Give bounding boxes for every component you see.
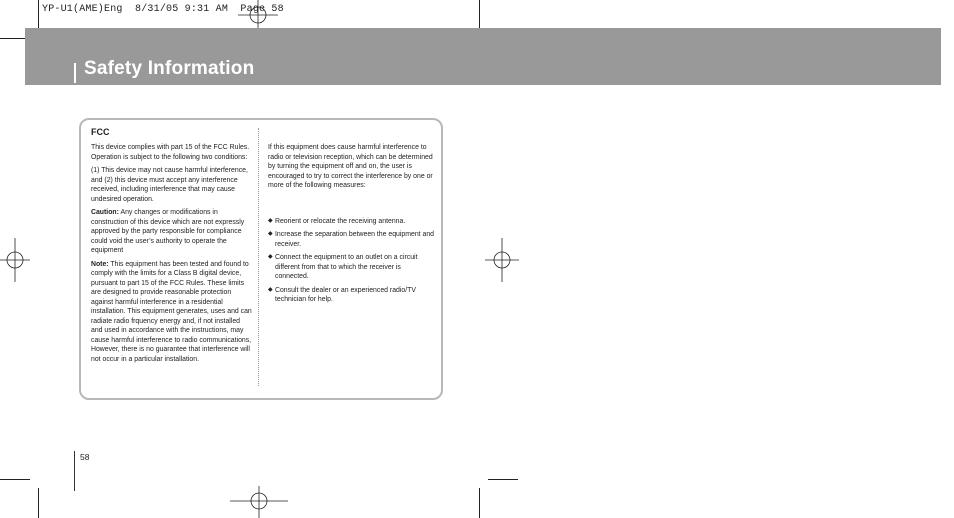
list-item [268, 230, 435, 249]
note-paragraph [91, 260, 253, 365]
measures-list [268, 217, 435, 305]
print-slug: YP-U1(AME)Eng 8/31/05 9:31 AM Page 58 [42, 4, 284, 15]
fcc-conditions: (1) This device may not cause harmful interference, and (2) this device must accept any interference received, including interference that may cause undesired operation. [91, 167, 248, 203]
crop-mark [38, 488, 39, 518]
note-text: This equipment has been tested and found to comply with the limits for a Class B digital device, pursuant to part 15 of the FCC Rules. These limits are designed to provide reasonable protection against harmful interference in a residential installation. This equipment generates, uses and can radiate radio frquency energy and, if not installed and used in accordance with the instructions, may cause harmful interference to radio communications, However, there is no guarantee that interference will not occur in a particular installation. [91, 260, 252, 363]
column-divider [258, 128, 259, 386]
diamond-bullet-icon: ◆ [268, 286, 273, 293]
header-accent-rule [74, 63, 76, 83]
crop-mark [479, 0, 480, 30]
interference-intro: If this equipment does cause harmful interference to radio or television reception, which can be determined by turning the equipment off and on, the user is encouraged to try to correct the interference by one or more of the following measures: [268, 144, 433, 189]
diamond-bullet-icon: ◆ [268, 231, 273, 237]
page-title: Safety Information [84, 58, 255, 79]
registration-mark-middle [485, 238, 519, 282]
registration-mark-top [238, 0, 278, 30]
caution-text: Any changes or modifications in construction of this device which are not expressly approved by the party responsible for compliance could void the user’s authority to operate the equipment [91, 209, 245, 254]
list-item [268, 217, 435, 227]
fcc-left-column [91, 127, 253, 368]
caution-paragraph [91, 208, 253, 256]
note-label: Note: [91, 260, 109, 268]
page-number-rule [74, 451, 75, 491]
crop-mark [479, 488, 480, 518]
list-item-text: Connect the equipment to an outlet on a circuit different from that to which the receiver is connected. [275, 254, 418, 280]
registration-mark-left [0, 238, 30, 282]
list-item-text: Consult the dealer or an experienced radio/TV technician for help. [275, 286, 416, 303]
list-item-text: Increase the separation between the equipment and receiver. [275, 231, 434, 248]
registration-mark-bottom [230, 486, 288, 518]
crop-mark [0, 479, 30, 480]
list-item [268, 286, 435, 305]
fcc-right-column [268, 143, 435, 309]
diamond-bullet-icon: ◆ [268, 217, 273, 224]
caution-label: Caution: [91, 209, 119, 216]
fcc-heading: FCC [91, 127, 110, 137]
list-item-text: Reorient or relocate the receiving antenna. [275, 217, 406, 225]
list-item [268, 253, 435, 282]
crop-mark [488, 479, 518, 480]
crop-mark [38, 0, 39, 30]
page-number: 58 [80, 452, 90, 462]
fcc-intro: This device complies with part 15 of the FCC Rules. Operation is subject to the following two conditions: [91, 144, 250, 161]
diamond-bullet-icon: ◆ [268, 254, 273, 260]
